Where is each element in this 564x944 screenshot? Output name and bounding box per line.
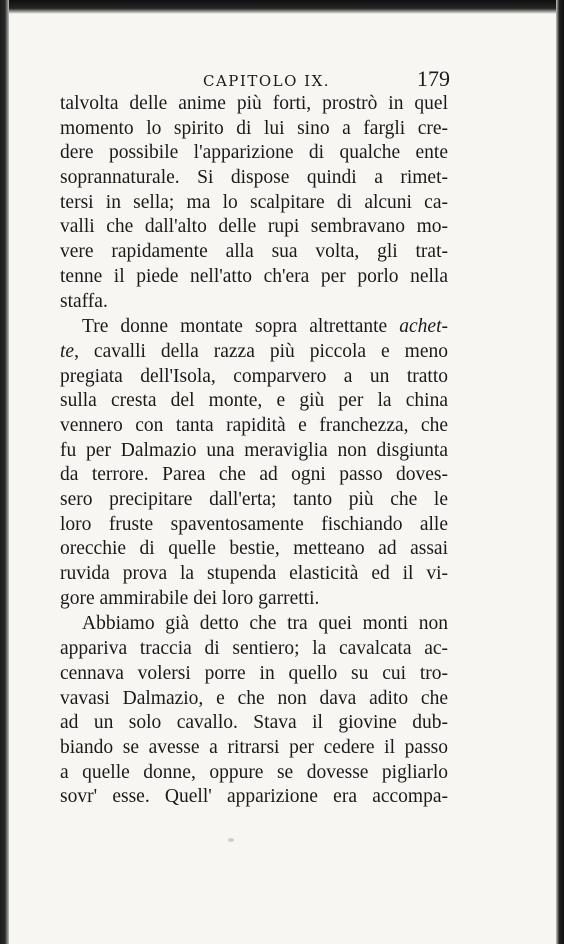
paragraph-1: [60, 92, 448, 314]
text-line: fu per Dalmazio una meraviglia non disgiunta: [60, 439, 448, 461]
text-line: te, cavalli della razza più piccola e meno: [60, 340, 448, 362]
text-line: Abbiamo già detto che tra quei monti non: [82, 613, 448, 635]
text-line: biando se avesse a ritrarsi per cedere il passo: [60, 736, 448, 758]
text-line: soprannaturale. Si dispose quindi a rimet-: [60, 167, 448, 189]
text-line: vennero con tanta rapidità e franchezza, che: [60, 414, 448, 436]
paragraph-2: [60, 315, 448, 611]
chapter-title: CAPITOLO IX.: [203, 72, 331, 90]
scan-top-edge: [0, 0, 564, 14]
text-line: sulla cresta del monte, e giù per la china: [60, 390, 448, 412]
text-line: valli che dall'alto delle rupi sembravano mo-: [60, 216, 448, 238]
text-line: dere possibile l'apparizione di qualche ente: [60, 142, 448, 164]
text-line: ruvida prova la stupenda elasticità ed il vi-: [60, 563, 448, 585]
scan-left-edge: [0, 0, 9, 944]
text-line: orecchie di quelle bestie, metteano ad assai: [60, 538, 448, 560]
text-line: tenne il piede nell'atto ch'era per porlo nella: [60, 265, 448, 287]
scan-right-edge: [556, 0, 564, 944]
text-line: talvolta delle anime più forti, prostrò in quel: [60, 93, 448, 114]
text-line: Tre donne montate sopra altrettante achet-: [82, 316, 448, 338]
text-line: momento lo spirito di lui sino a fargli cre-: [60, 117, 448, 139]
text-line: vere rapidamente alla sua volta, gli trat-: [60, 241, 448, 263]
text-line: appariva traccia di sentiero; la cavalcata ac-: [60, 638, 448, 660]
text-line: staffa.: [60, 290, 108, 312]
text-line: ad un solo cavallo. Stava il giovine dub-: [60, 712, 448, 734]
text-line: vavasi Dalmazio, e che non dava adito che: [60, 687, 448, 709]
text-line: sovr' esse. Quell' apparizione era accompa-: [60, 786, 448, 808]
text-line: a quelle donne, oppure se dovesse pigliarlo: [60, 761, 448, 783]
body-text: [60, 92, 448, 810]
text-line: da terrore. Parea che ad ogni passo doves-: [60, 464, 448, 486]
text-line: sero precipitare dall'erta; tanto più che le: [60, 489, 448, 510]
text-line: gore ammirabile dei loro garretti.: [60, 587, 320, 609]
paragraph-3: [60, 612, 448, 810]
text-line: pregiata dell'Isola, comparvero a un tratto: [60, 365, 448, 387]
text-line: loro fruste spaventosamente fischiando alle: [60, 513, 448, 535]
page-number: 179: [417, 66, 450, 91]
ink-smudge: [228, 838, 234, 842]
text-line: cennava volersi porre in quello su cui tro-: [60, 662, 448, 684]
text-line: tersi in sella; ma lo scalpitare di alcuni ca-: [60, 191, 448, 213]
